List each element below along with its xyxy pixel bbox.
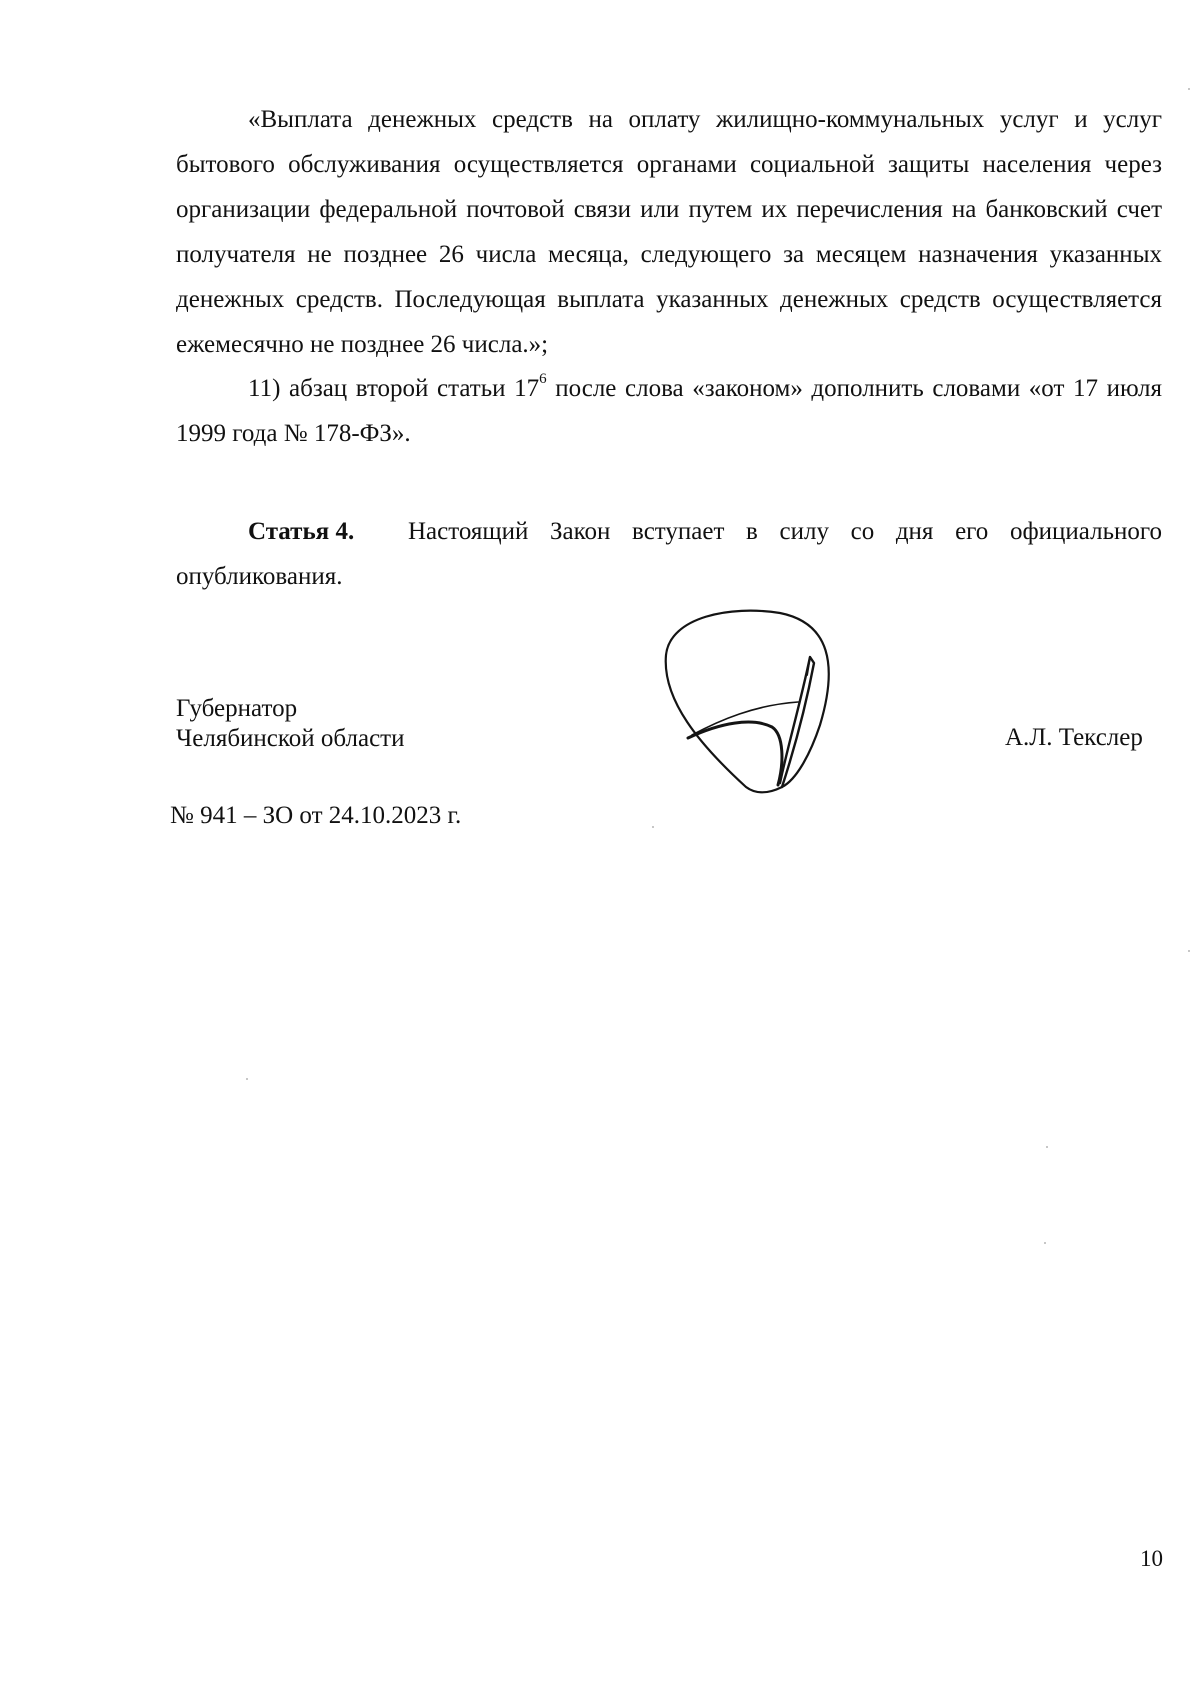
article-superscript: 6 [539,370,547,387]
amendment-item-11-paragraph [176,366,1162,456]
signatory-title-line-2: Челябинской области [176,725,405,752]
amendment-quote-paragraph: «Выплата денежных средств на оплату жилищно-коммунальных услуг и услуг бытового обслуживания осуществляется органами социальной защиты населения через организации федеральной почтовой связи или путем их перечисления на банковский счет получателя не позднее 26 числа месяца, следующего за месяцем назначения указанных денежных средств. Последующая выплата указанных денежных средств осуществляется ежемесячно не позднее 26 числа.»; [176,106,1162,358]
scan-speck [652,826,654,828]
article-4-label: Статья 4. [248,518,355,545]
signatory-title-line-1: Губернатор [176,695,298,722]
article-4-paragraph [176,509,1162,599]
signatory-title [176,694,404,754]
scan-speck [1046,1146,1048,1148]
scan-speck [1044,1242,1046,1244]
registration-number-and-date: № 941 – ЗО от 24.10.2023 г. [170,802,462,829]
scan-speck [1188,88,1190,90]
handwritten-signature [660,605,840,805]
scan-speck [246,1078,248,1080]
page-number: 10 [1140,1546,1163,1571]
amendment-item-11-text-end: после слова «законом» дополнить словами «от 17 июля 1999 года № 178-ФЗ». [176,375,1163,447]
amendment-item-11-text-start: 11) абзац второй статьи 17 [248,375,540,402]
signatory-name: А.Л. Текслер [1005,724,1143,751]
article-4-text: Настоящий Закон вступает в силу со дня его официального опубликования. [176,518,1162,590]
scan-speck [1188,950,1190,952]
